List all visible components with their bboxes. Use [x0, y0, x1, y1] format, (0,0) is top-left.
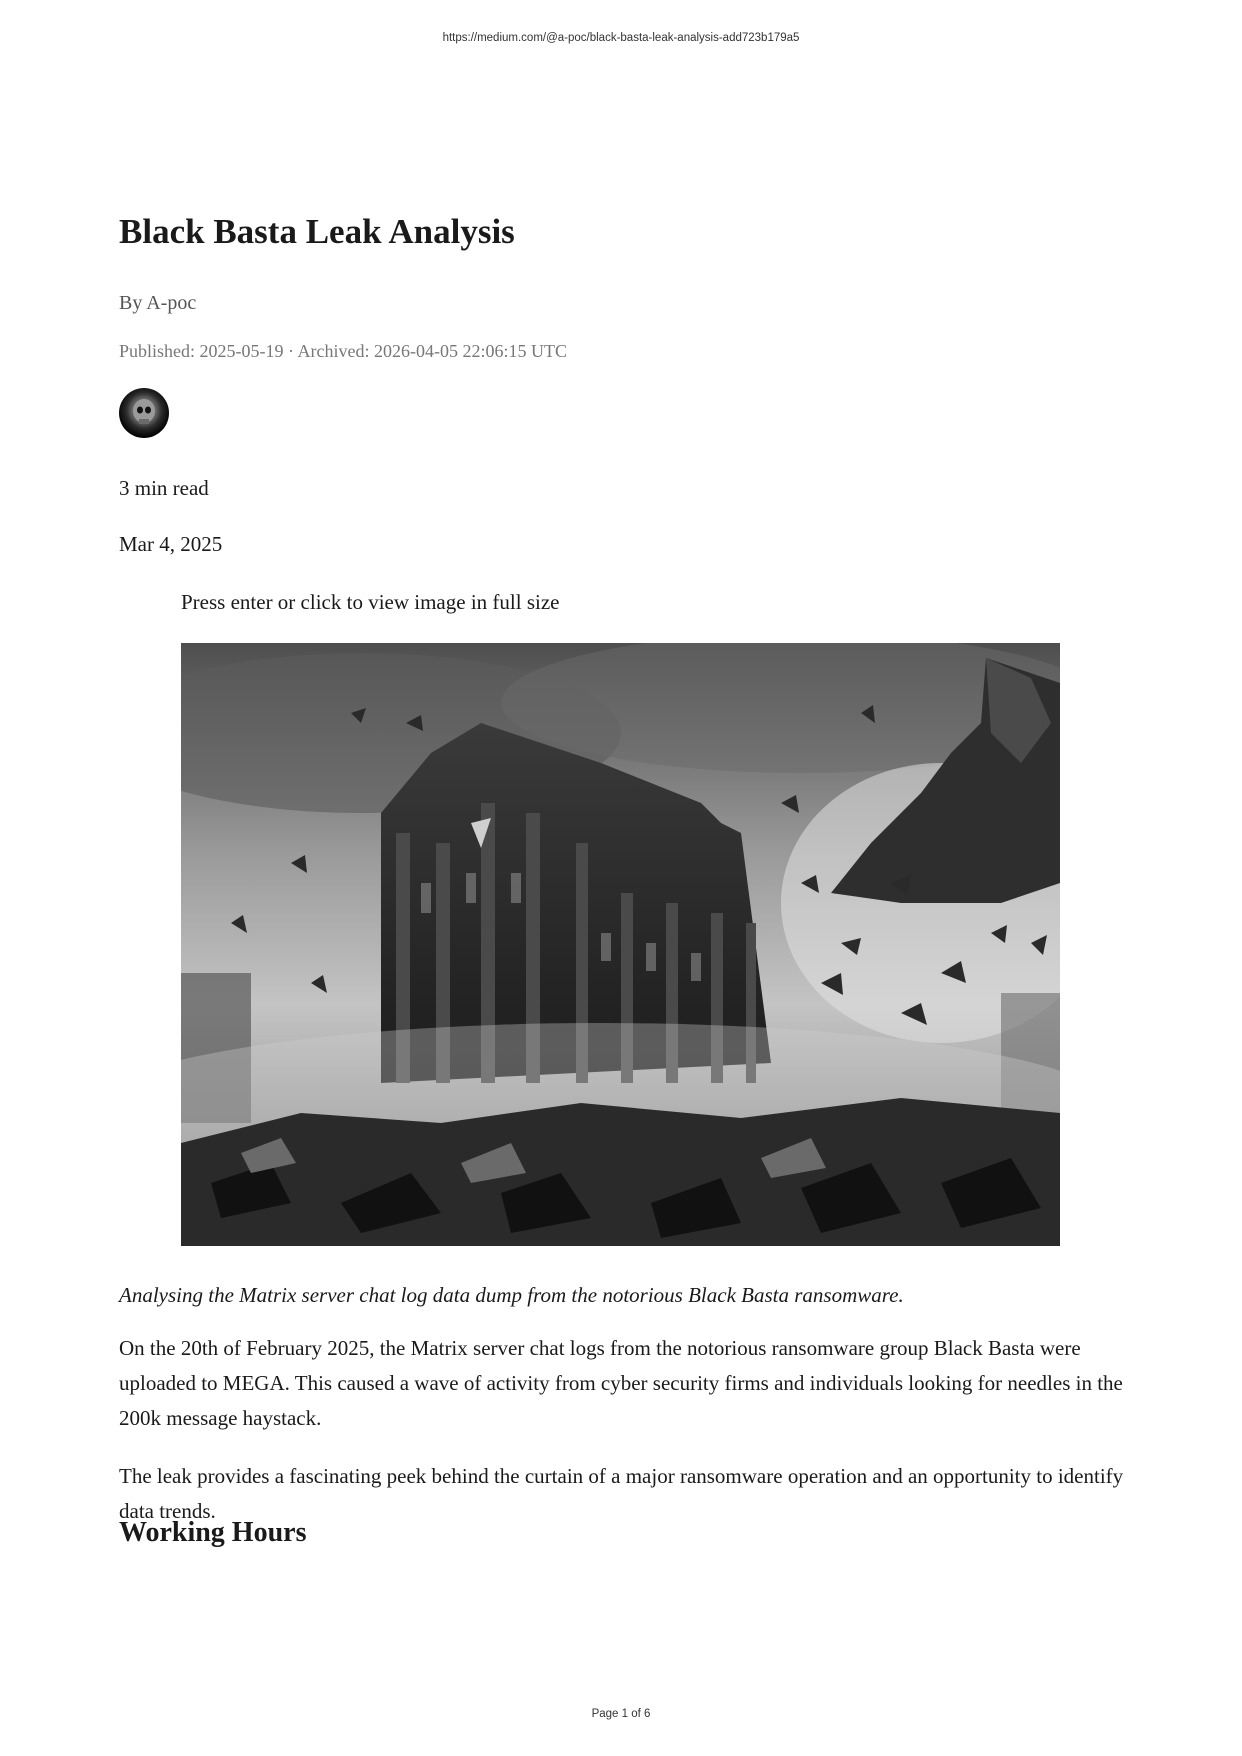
image-caption: Analysing the Matrix server chat log data dump from the notorious Black Basta ransomware. [119, 1283, 904, 1307]
image-fullsize-hint[interactable]: Press enter or click to view image in full size [181, 590, 560, 614]
publish-archive-meta: Published: 2025-05-19 · Archived: 2026-04-05 22:06:15 UTC [119, 341, 567, 361]
skull-avatar-image [119, 388, 169, 438]
read-time: 3 min read [119, 476, 209, 500]
author-byline: By A-poc [119, 292, 197, 314]
article-title: Black Basta Leak Analysis [119, 212, 515, 251]
section-heading-working-hours: Working Hours [119, 1517, 307, 1548]
page-number: Page 1 of 6 [591, 1708, 651, 1720]
hero-image[interactable] [181, 643, 1060, 1246]
paragraph-intro: On the 20th of February 2025, the Matrix server chat logs from the notorious ransomware group Black Basta were uploaded to MEGA. This caused a wave of activity from cyber security firms and individuals looking for needles in the 200k message haystack. [119, 1336, 1123, 1430]
ruined-building-illustration [181, 643, 1060, 1246]
paragraph-leak-overview: The leak provides a fascinating peek behind the curtain of a major ransomware operation and an opportunity to identify data trends. [119, 1464, 1124, 1523]
avatar[interactable] [119, 388, 169, 438]
page-url: https://medium.com/@a-poc/black-basta-leak-analysis-add723b179a5 [442, 32, 800, 44]
publish-date: Mar 4, 2025 [119, 532, 223, 556]
